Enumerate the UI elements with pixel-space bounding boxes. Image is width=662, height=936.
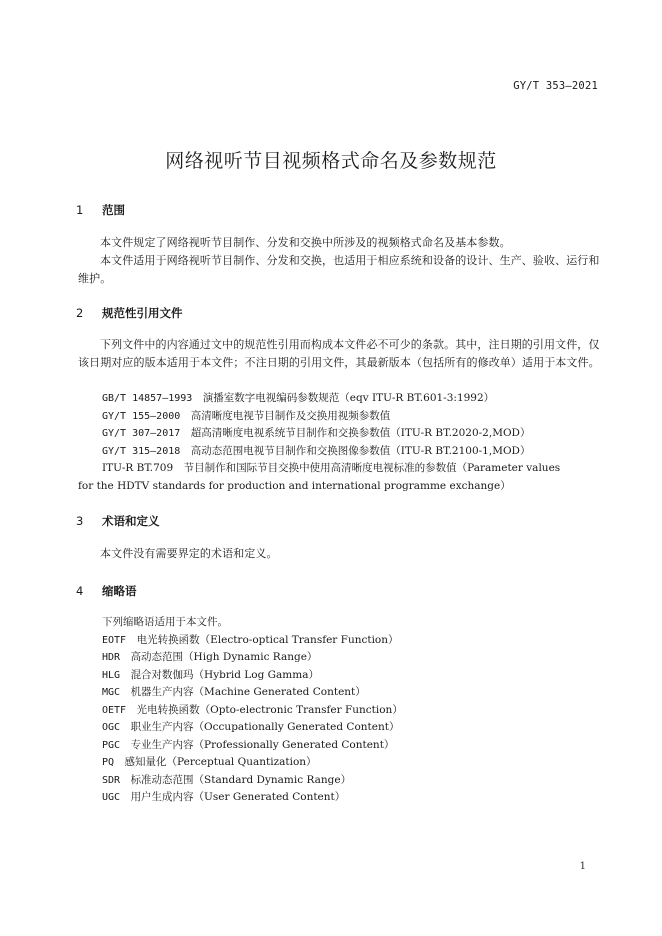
section-number: 1 bbox=[76, 203, 84, 217]
document-title: 网络视听节目视频格式命名及参数规范 bbox=[165, 150, 497, 172]
list-item: GY/T 315—2018 高动态范围电视节目制作和交换图像参数值（ITU-R BT.2100-1,MOD） bbox=[102, 444, 531, 457]
section-2-heading bbox=[76, 305, 183, 321]
standard-code: GY/T 353—2021 bbox=[513, 80, 598, 92]
list-item: PQ 感知量化（Perceptual Quantization） bbox=[102, 756, 317, 768]
list-item: EOTF 电光转换函数（Electro-optical Transfer Function） bbox=[102, 633, 399, 646]
section-title: 缩略语 bbox=[102, 584, 137, 598]
list-intro: 下列缩略语适用于本文件。 bbox=[102, 616, 228, 628]
list-item: PGC 专业生产内容（Professionally Generated Content） bbox=[102, 738, 395, 751]
section-1-body bbox=[78, 234, 602, 288]
list-item: GY/T 307—2017 超高清晰度电视系统节目制作和交换参数值（ITU-R BT.2020-2,MOD） bbox=[102, 427, 531, 439]
list-item: MGC 机器生产内容（Machine Generated Content） bbox=[102, 686, 366, 698]
section-1-heading bbox=[76, 202, 125, 218]
paragraph: 本文件适用于网络视听节目制作、分发和交换，也适用于相应系统和设备的设计、生产、验收、运行和维护。 bbox=[78, 254, 600, 285]
list-item: HDR 高动态范围（High Dynamic Range） bbox=[102, 651, 318, 663]
section-number: 2 bbox=[76, 306, 84, 320]
list-item: UGC 用户生成内容（User Generated Content） bbox=[102, 791, 346, 803]
normative-references-list bbox=[102, 390, 560, 478]
list-item: OGC 职业生产内容（Occupationally Generated Content） bbox=[102, 721, 400, 733]
list-item: HLG 混合对数伽玛（Hybrid Log Gamma） bbox=[102, 668, 319, 681]
section-title: 规范性引用文件 bbox=[102, 306, 183, 320]
section-3-heading bbox=[76, 513, 160, 529]
section-2-intro: 下列文件中的内容通过文中的规范性引用而构成本文件必不可少的条款。其中，注日期的引用文件，仅该日期对应的版本适用于本文件；不注日期的引用文件，其最新版本（包括所有的修改单）适用于本文件。 bbox=[78, 338, 600, 369]
list-item: SDR 标准动态范围（Standard Dynamic Range） bbox=[102, 773, 352, 786]
paragraph: 本文件规定了网络视听节目制作、分发和交换中所涉及的视频格式命名及基本参数。 bbox=[100, 236, 511, 249]
section-number: 3 bbox=[76, 514, 84, 528]
list-item: ITU-R BT.709 节目制作和国际节目交换中使用高清晰度电视标准的参数值（Parameter values bbox=[102, 462, 561, 474]
section-title: 术语和定义 bbox=[102, 514, 160, 528]
page-number: 1 bbox=[579, 861, 586, 872]
normative-references-continuation bbox=[78, 478, 511, 496]
list-item: GY/T 155—2000 高清晰度电视节目制作及交换用视频参数值 bbox=[102, 409, 391, 422]
list-item: OETF 光电转换函数（Opto-electronic Transfer Function） bbox=[102, 703, 403, 716]
abbreviations-list bbox=[102, 614, 403, 807]
list-item-continuation: for the HDTV standards for production and international programme exchange） bbox=[78, 480, 511, 492]
section-4-heading bbox=[76, 583, 137, 599]
section-number: 4 bbox=[76, 584, 84, 598]
section-3-body: 本文件没有需要界定的术语和定义。 bbox=[100, 547, 278, 560]
section-title: 范围 bbox=[102, 203, 125, 217]
list-item: GB/T 14857—1993 演播室数字电视编码参数规范（eqv ITU-R BT.601-3:1992） bbox=[102, 392, 495, 404]
